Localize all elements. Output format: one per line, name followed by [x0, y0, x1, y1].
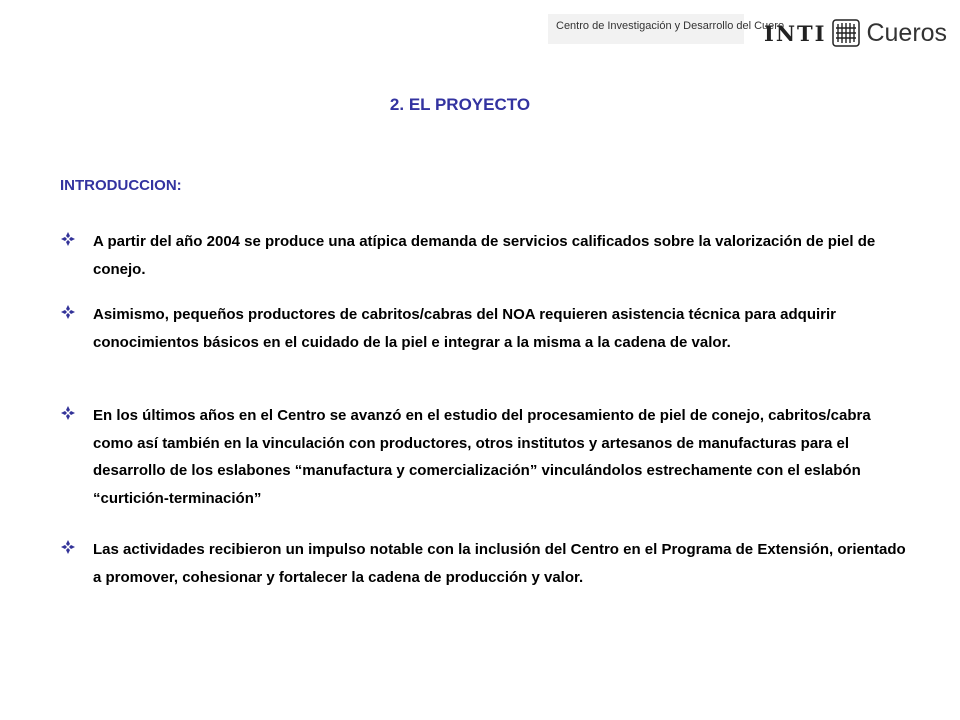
diamond-bullet-icon: [60, 539, 76, 555]
logo-cueros-text: Cueros: [866, 18, 948, 47]
section-subtitle: INTRODUCCION:: [60, 177, 182, 194]
center-name: Centro de Investigación y Desarrollo del Cuero: [556, 20, 785, 32]
bullet-text: Asimismo, pequeños productores de cabritos/cabras del NOA requieren asistencia técnica para adquirir conocimientos básicos en el cuidado de la piel e integrar a la misma a la cadena de valor.: [93, 306, 837, 351]
diamond-bullet-icon: [60, 405, 76, 421]
page-title: 2. EL PROYECTO: [389, 95, 531, 114]
bullet-text: En los últimos años en el Centro se avanzó en el estudio del procesamiento de piel de conejo, cabritos/cabra como así también en la vinculación con productores, otros institutos y artesanos de manufacturas para el desarrollo de los eslabones “manufactura y comercialización” vinculándolos estrechamente con el eslabón “curtición-terminación”: [93, 407, 871, 507]
bullet-text: A partir del año 2004 se produce una atípica demanda de servicios calificados sobre la valorización de piel de conejo.: [93, 233, 876, 278]
diamond-bullet-icon: [60, 231, 76, 247]
logo-inti-text: INTI: [764, 20, 827, 46]
bullet-text: Las actividades recibieron un impulso notable con la inclusión del Centro en el Programa de Extensión, orientado a promover, cohesionar y fortalecer la cadena de producción y valor.: [93, 541, 906, 586]
diamond-bullet-icon: [60, 304, 76, 320]
